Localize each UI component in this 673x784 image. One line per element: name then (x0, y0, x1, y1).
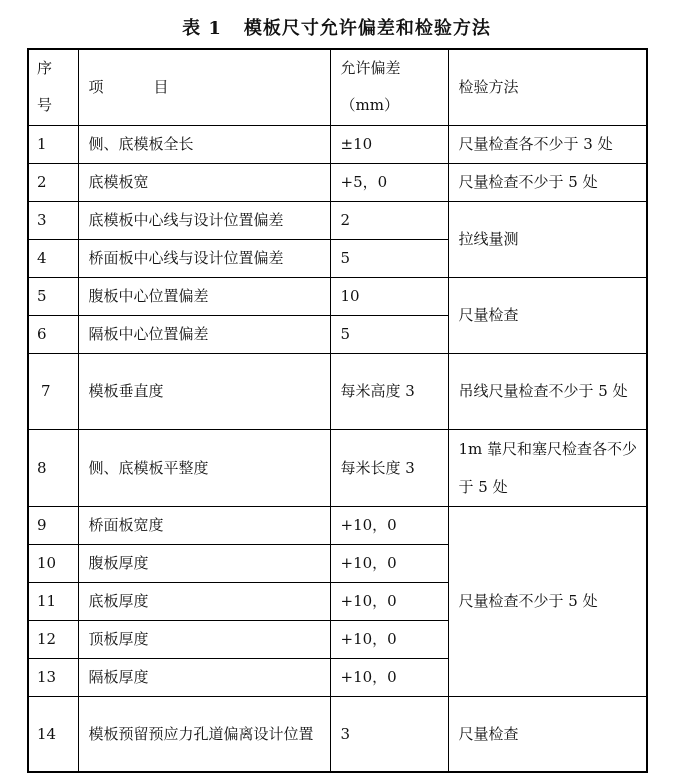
row-no: 6 (28, 315, 78, 353)
row-no: 4 (28, 239, 78, 277)
table-row (28, 201, 647, 239)
table-header-row (28, 49, 647, 125)
table-row (28, 353, 647, 429)
row-item: 桥面板宽度 (78, 506, 330, 544)
row-tolerance: +10，0 (330, 620, 448, 658)
row-item: 腹板中心位置偏差 (78, 277, 330, 315)
row-item: 模板垂直度 (78, 353, 330, 429)
tolerance-table (27, 48, 648, 773)
table-row (28, 696, 647, 772)
header-seq-line1: 序 (37, 59, 53, 78)
row-item: 桥面板中心线与设计位置偏差 (78, 239, 330, 277)
header-item-part1: 项 (88, 77, 104, 96)
header-tolerance-line2: （mm） (340, 96, 399, 115)
row-no: 9 (28, 506, 78, 544)
row-tolerance: +10，0 (330, 506, 448, 544)
header-tolerance-line1: 允许偏差 (340, 59, 401, 78)
row-item: 底模板中心线与设计位置偏差 (78, 201, 330, 239)
row-item: 隔板中心位置偏差 (78, 315, 330, 353)
row-method: 1m 靠尺和塞尺检查各不少于 5 处 (448, 429, 647, 506)
table-number: 表 1 (182, 18, 222, 39)
header-tolerance (330, 49, 448, 125)
header-item (78, 49, 330, 125)
header-item-part2: 目 (153, 77, 169, 96)
header-method: 检验方法 (448, 49, 647, 125)
table-title: 模板尺寸允许偏差和检验方法 (243, 18, 491, 39)
row-no: 14 (28, 696, 78, 772)
header-seq-line2: 号 (37, 96, 53, 115)
row-no: 10 (28, 544, 78, 582)
row-tolerance: ±10 (330, 125, 448, 163)
row-no: 3 (28, 201, 78, 239)
row-tolerance: +10，0 (330, 544, 448, 582)
row-item: 侧、底模板平整度 (78, 429, 330, 506)
row-tolerance: 每米高度 3 (330, 353, 448, 429)
table-row (28, 125, 647, 163)
table-caption (0, 14, 673, 40)
row-tolerance: +10，0 (330, 582, 448, 620)
table-row (28, 429, 647, 506)
row-item: 顶板厚度 (78, 620, 330, 658)
row-tolerance: 2 (330, 201, 448, 239)
row-no: 12 (28, 620, 78, 658)
row-item: 底板厚度 (78, 582, 330, 620)
header-seq (28, 49, 78, 125)
row-method: 尺量检查 (448, 696, 647, 772)
row-tolerance: 每米长度 3 (330, 429, 448, 506)
row-tolerance: 5 (330, 239, 448, 277)
row-method: 尺量检查不少于 5 处 (448, 506, 647, 696)
table-row (28, 506, 647, 544)
table-row (28, 277, 647, 315)
row-method: 尺量检查 (448, 277, 647, 353)
row-no: 2 (28, 163, 78, 201)
row-item: 底模板宽 (78, 163, 330, 201)
row-tolerance: 5 (330, 315, 448, 353)
row-method: 拉线量测 (448, 201, 647, 277)
row-method: 吊线尺量检查不少于 5 处 (448, 353, 647, 429)
row-no: 1 (28, 125, 78, 163)
row-item: 侧、底模板全长 (78, 125, 330, 163)
row-item: 隔板厚度 (78, 658, 330, 696)
row-no: 8 (28, 429, 78, 506)
row-tolerance: +5，0 (330, 163, 448, 201)
row-item: 模板预留预应力孔道偏离设计位置 (78, 696, 330, 772)
row-no: 5 (28, 277, 78, 315)
row-no: 7 (28, 353, 78, 429)
row-tolerance: 10 (330, 277, 448, 315)
row-item: 腹板厚度 (78, 544, 330, 582)
row-tolerance: 3 (330, 696, 448, 772)
row-tolerance: +10，0 (330, 658, 448, 696)
row-no: 11 (28, 582, 78, 620)
table-row (28, 163, 647, 201)
row-method: 尺量检查不少于 5 处 (448, 163, 647, 201)
row-no: 13 (28, 658, 78, 696)
row-method: 尺量检查各不少于 3 处 (448, 125, 647, 163)
